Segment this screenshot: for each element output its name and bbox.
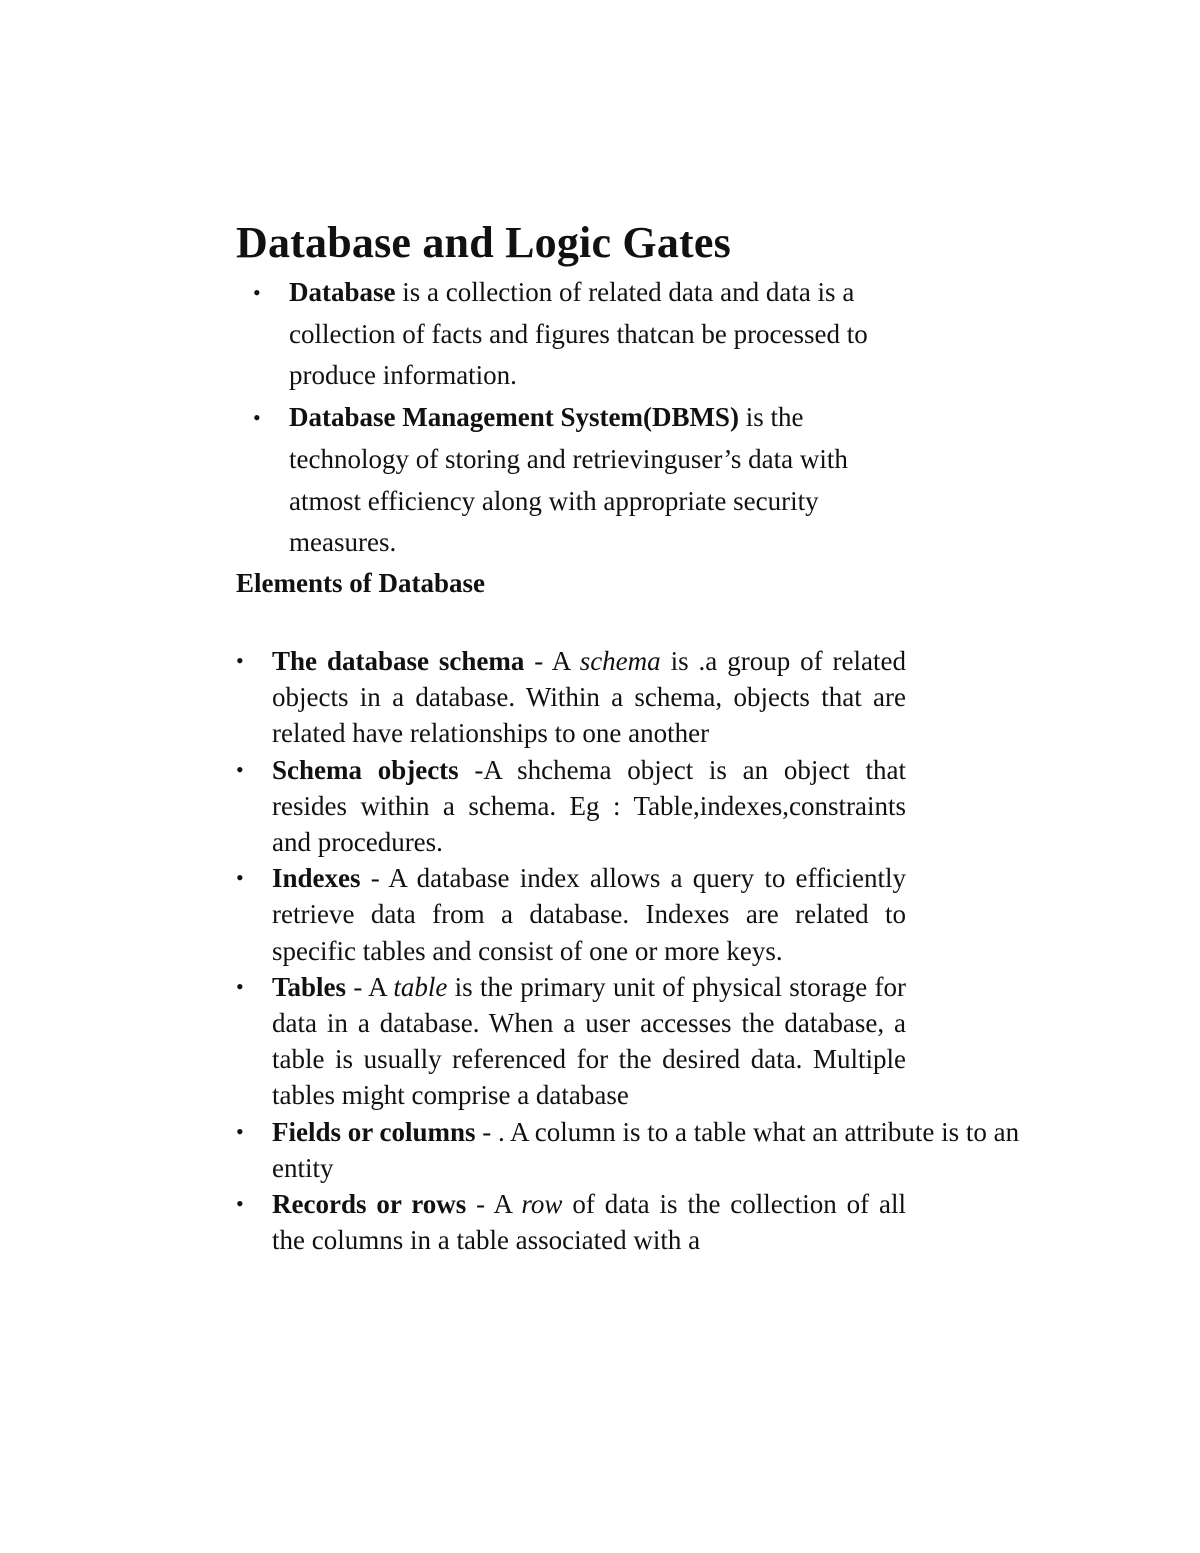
term-tables: Tables xyxy=(272,971,347,1002)
item-text-part: - A xyxy=(346,971,394,1002)
bullet-icon: • xyxy=(236,865,244,891)
term-database-schema: The database schema xyxy=(272,646,525,676)
item-text-part: - A xyxy=(524,646,580,676)
item-text-part: is the primary unit of physical storage for data in a database. When a user accesses the database, a table is usually referenced for the desired data. Multiple tables might comprise a database xyxy=(272,971,906,1111)
term-database: Database xyxy=(289,277,396,307)
bullet-icon: • xyxy=(253,280,261,305)
italic-term: schema xyxy=(579,646,661,676)
item-text xyxy=(272,1114,1062,1186)
list-item xyxy=(236,860,1076,969)
bullet-icon: • xyxy=(253,405,261,431)
list-item xyxy=(236,1186,1076,1258)
term-fields-or-columns: Fields or columns xyxy=(272,1116,476,1147)
list-item xyxy=(236,1114,1076,1186)
item-text xyxy=(272,1186,906,1258)
intro-bullet-list xyxy=(253,272,913,564)
item-text-part: -A shchema object is an object that resides within a schema. Eg : Table,indexes,constraints and procedures. xyxy=(272,754,906,858)
item-text xyxy=(272,860,906,969)
item-text-part: is .a group of related objects in a database. Within a schema, objects that are related have relationships to one another xyxy=(272,646,906,749)
item-text-part: - . A column is to a table what an attribute is to an entity xyxy=(272,1116,1020,1183)
elements-bullet-list xyxy=(236,643,1076,1258)
item-text xyxy=(272,752,906,861)
list-item xyxy=(236,969,1076,1114)
list-item xyxy=(253,397,913,564)
bullet-icon: • xyxy=(236,648,244,673)
term-dbms: Database Management System(DBMS) xyxy=(289,402,739,433)
bullet-icon: • xyxy=(236,1191,244,1217)
italic-term: row xyxy=(521,1189,563,1220)
list-item xyxy=(236,752,1076,861)
page-title: Database and Logic Gates xyxy=(236,218,731,267)
italic-term: table xyxy=(393,971,448,1002)
item-text-part: - A database index allows a query to efficiently retrieve data from a database. Indexes are related to specific tables and consist of one or more keys. xyxy=(272,863,906,966)
bullet-icon: • xyxy=(236,1118,244,1144)
list-item xyxy=(236,643,1076,752)
term-records-or-rows: Records or rows xyxy=(272,1189,467,1220)
bullet-icon: • xyxy=(236,756,244,782)
definition-text: is a collection of related data and data is a collection of facts and figures thatcan be processed to produce information. xyxy=(289,277,868,391)
item-text-part: of data is the collection of all the columns in a table associated with a xyxy=(272,1189,907,1256)
item-text xyxy=(272,969,906,1114)
definition-text: is the technology of storing and retrievinguser’s data with atmost efficiency along with appropriate security measures. xyxy=(289,402,848,558)
item-text xyxy=(272,643,906,752)
item-text-part: - A xyxy=(466,1189,522,1220)
list-item xyxy=(253,272,913,397)
term-indexes: Indexes xyxy=(272,863,361,894)
term-schema-objects: Schema objects xyxy=(272,754,459,785)
section-heading: Elements of Database xyxy=(236,568,485,598)
bullet-icon: • xyxy=(236,973,244,999)
